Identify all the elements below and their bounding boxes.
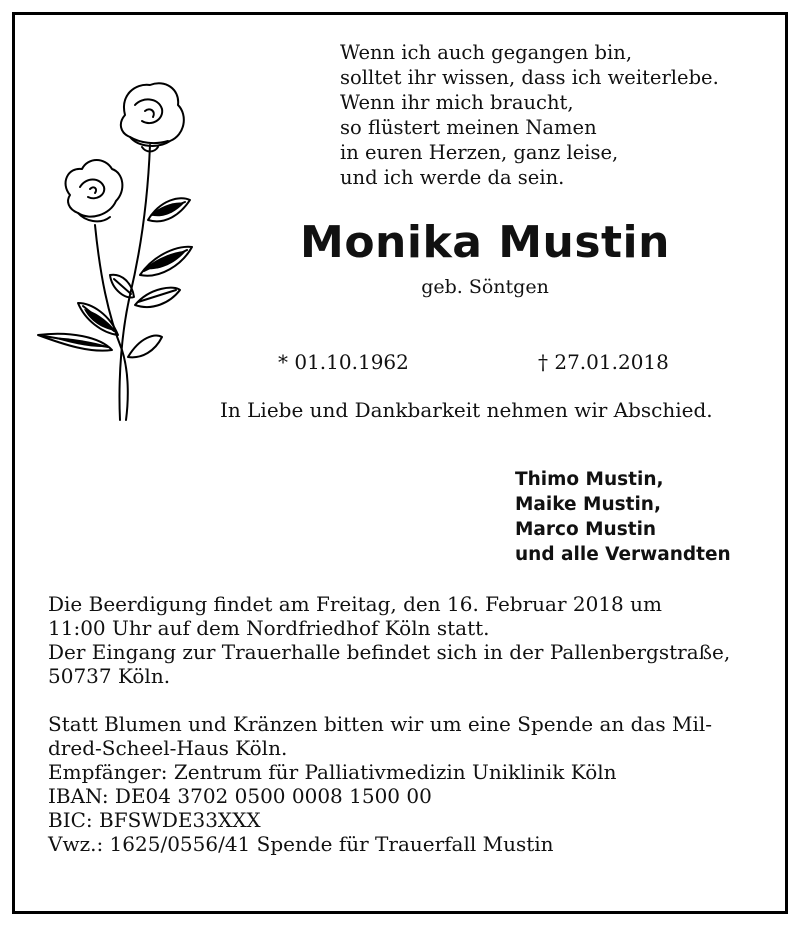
- funeral-line: Der Eingang zur Trauerhalle befindet sich in der Pallenbergstraße,: [48, 640, 731, 664]
- mourner: Maike Mustin,: [515, 494, 662, 515]
- death-date: † 27.01.2018: [538, 350, 669, 374]
- mourner: Thimo Mustin,: [515, 469, 664, 490]
- donation-bic: BIC: BFSWDE33XXX: [48, 808, 261, 832]
- donation-line: Statt Blumen und Kränzen bitten wir um eine Spende an das Mil-: [48, 712, 712, 736]
- funeral-info: [48, 592, 754, 856]
- mourners-list: [515, 467, 731, 567]
- donation-recipient: Empfänger: Zentrum für Palliativmedizin Uniklinik Köln: [48, 760, 617, 784]
- mourner: Marco Mustin: [515, 519, 657, 540]
- funeral-line: 50737 Köln.: [48, 664, 171, 688]
- poem-line: Wenn ihr mich braucht,: [340, 91, 574, 114]
- donation-iban: IBAN: DE04 3702 0500 0008 1500 00: [48, 784, 432, 808]
- poem: [340, 40, 780, 190]
- funeral-line: Die Beerdigung findet am Freitag, den 16. Februar 2018 um: [48, 592, 662, 616]
- poem-line: so flüstert meinen Namen: [340, 116, 597, 139]
- mourner: und alle Verwandten: [515, 544, 731, 565]
- poem-line: und ich werde da sein.: [340, 166, 565, 189]
- donation-reference: Vwz.: 1625/0556/41 Spende für Trauerfall Mustin: [48, 832, 554, 856]
- maiden-name: geb. Söntgen: [421, 276, 549, 298]
- deceased-name: Monika Mustin: [300, 217, 670, 268]
- poem-line: in euren Herzen, ganz leise,: [340, 141, 619, 164]
- farewell-text: In Liebe und Dankbarkeit nehmen wir Abschied.: [220, 398, 713, 422]
- birth-date: * 01.10.1962: [278, 350, 409, 374]
- poem-line: Wenn ich auch gegangen bin,: [340, 41, 633, 64]
- donation-line: dred-Scheel-Haus Köln.: [48, 736, 288, 760]
- funeral-line: 11:00 Uhr auf dem Nordfriedhof Köln statt.: [48, 616, 490, 640]
- poem-line: solltet ihr wissen, dass ich weiterlebe.: [340, 66, 719, 89]
